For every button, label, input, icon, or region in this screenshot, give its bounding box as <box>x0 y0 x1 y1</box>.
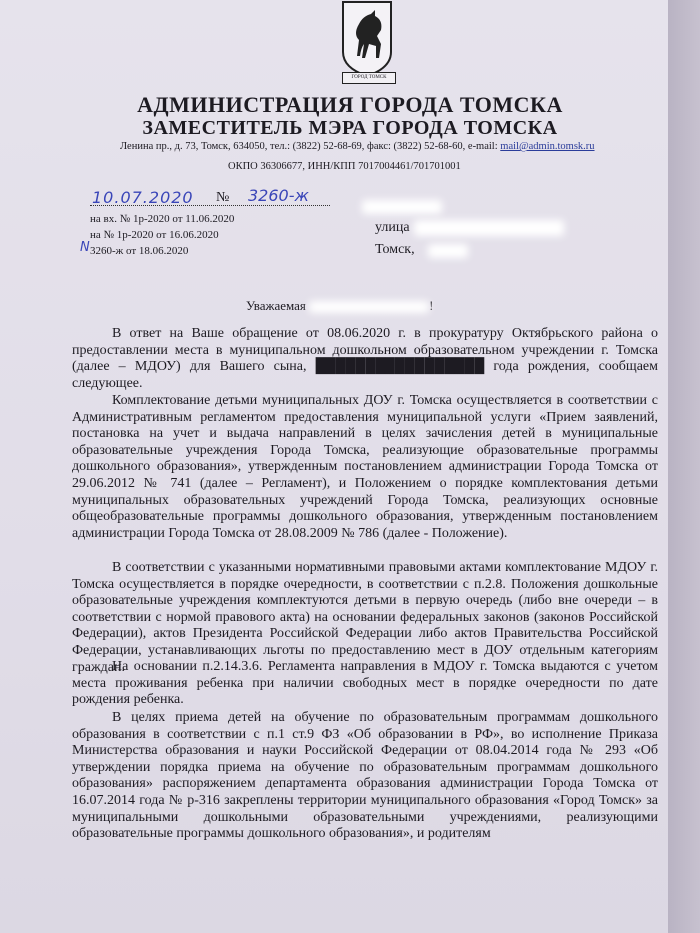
ref-incoming: на вх. № 1р-2020 от 11.06.2020 <box>90 213 235 225</box>
registration-date: 10.07.2020 <box>92 188 194 207</box>
paragraph-5 <box>72 710 658 843</box>
org-title: АДМИНИСТРАЦИЯ ГОРОДА ТОМСКА <box>137 92 563 117</box>
okpo-line: ОКПО 36306677, ИНН/КПП 7017004461/701701001 <box>228 161 461 172</box>
paragraph-5-text: В целях приема детей на обучение по образовательным программам дошкольного образования в соответствии с п.1 ст.9 ФЗ «Об образовании в РФ», во исполнение Приказа Министерства образования и науки Российской Федерации от 08.04.2014 года № 293 «Об утверждении порядка приема на обучение по образовательным программам дошкольного образования» распоряжением департамента образования администрации Города Томска от 16.07.2014 года № р-316 закреплены территории муниципального образования «Город Томск» за муниципальными дошкольными образовательными учреждениями, реализующими образовательные программы дошкольного образования», и родителям <box>72 710 658 842</box>
redacted-name <box>362 200 442 214</box>
redacted-addressee <box>309 301 429 313</box>
paragraph-1-text: В ответ на Ваше обращение от 08.06.2020 г. в прокуратуру Октябрьского района о предоставлении места в муниципальном дошкольном образовательном учреждении г. Томска (далее – МДОУ) для Вашего сына, █████████████████ года рождения, сообщаем следующее. <box>72 326 658 391</box>
ref-registration: 3260-ж от 18.06.2020 <box>90 245 189 257</box>
date-underline <box>90 205 330 206</box>
email-link[interactable]: mail@admin.tomsk.ru <box>500 141 595 152</box>
paragraph-3-text: В соответствии с указанными нормативными правовыми актами комплектование МДОУ г. Томска осуществляется в порядке очередности, в соответствии с п.2.8. Положения дошкольные образовательные учреждения комплектуются детьми в первую очередь (либо вне очереди – в соответствии с нормой правового акта) на основании федеральных законов (законов Российской Федерации), актов Президента Российской Федерации либо актов Правительства Российской Федерации, устанавливающих льготы по предоставлению мест в ДОУ отдельным категориям граждан. <box>72 560 658 675</box>
address-text: Ленина пр., д. 73, Томск, 634050, тел.: (3822) 52-68-69, факс: (3822) 52-68-60, e-mail: <box>120 141 501 152</box>
paragraph-2 <box>72 393 658 542</box>
address-line <box>120 141 620 152</box>
ref-number: на № 1р-2020 от 16.06.2020 <box>90 229 219 241</box>
greeting-word: Уважаемая <box>246 298 306 313</box>
handwritten-mark: N <box>80 240 90 255</box>
greeting-end: ! <box>429 298 434 313</box>
recipient-city: Томск, <box>375 242 415 257</box>
paragraph-4-text: На основании п.2.14.3.6. Регламента направления в МДОУ г. Томска выдаются с учетом места проживания ребенка при наличии свободных мест в порядке очередности по дате рождения ребенка. <box>72 659 658 708</box>
registration-number: 3260-ж <box>248 186 309 205</box>
paragraph-2-text: Комплектование детьми муниципальных ДОУ г. Томска осуществляется в соответствии с Административным регламентом предоставления муниципальной услуги «Прием заявлений, постановка на учет и выдача направлений в целях зачисления детей в муниципальные образовательные учреждения Города Томска, реализующие образовательные программы дошкольного образования», утвержденным постановлением администрации Города Томска от 29.06.2012 № 741 (далее – Регламент), и Положением о порядке комплектования детьми муниципальных образовательных учреждений Города Томска, реализующих основные общеобразовательные программы дошкольного образования, утвержденным постановлением администрации Города Томска от 28.08.2009 № 786 (далее - Положение). <box>72 393 658 541</box>
paragraph-1 <box>72 326 658 392</box>
number-sign: № <box>216 190 230 205</box>
greeting <box>246 298 433 314</box>
recipient-street: улица <box>375 220 410 235</box>
dept-title: ЗАМЕСТИТЕЛЬ МЭРА ГОРОДА ТОМСКА <box>142 117 558 139</box>
redacted-house <box>428 244 468 258</box>
paragraph-4 <box>72 659 658 709</box>
redacted-street <box>414 220 564 236</box>
emblem-ribbon: ГОРОД ТОМСК <box>342 72 396 84</box>
